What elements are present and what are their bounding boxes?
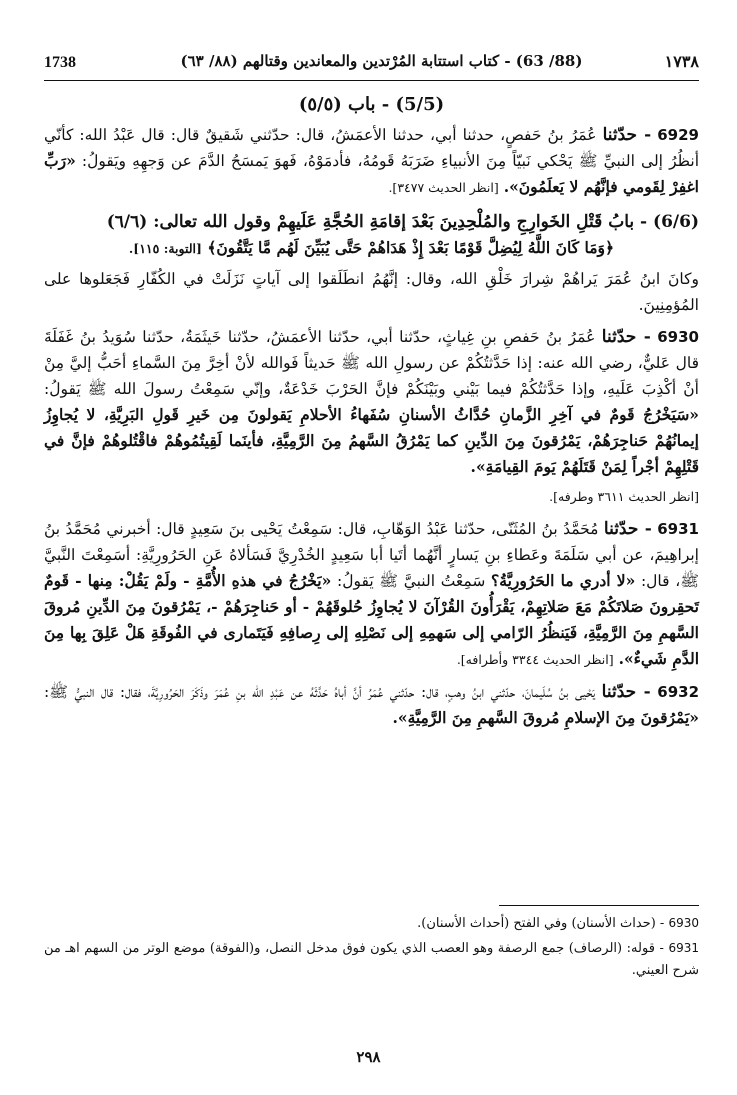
hadith-quote: «لا أدري ما الحَرُورِيَّةُ؟ [491,571,636,590]
hadith-number: 6929 [657,126,699,144]
chapter-title: (5/5) - باب (٥/٥) [298,94,445,115]
haddathana-keyword: - حدّثنا [603,519,652,539]
hadith-quote: «يَمْرُقونَ مِنَ الإسلامِ مُروقَ السَّهمِ مِنَ الرَّمِيَّةِ». [392,708,699,727]
hadith-number: 6932 [657,683,700,701]
hadith-reference: [انظر الحديث ٣٦١١ وطرفه]. [549,489,699,504]
page-number-arabic: ١٧٣٨ [664,52,699,71]
header-divider [44,80,699,81]
page-number-footer: ٢٩٨ [356,1048,381,1066]
main-text [44,92,699,737]
hadith-reference: [انظر الحديث ٣٣٤٤ وأطرافه]. [456,652,614,667]
hadith-text: مُحَمَّدُ بنُ المُثَنّى، حدّثنا عَبْدُ الوَهّابِ، قال: سَمِعْتُ يَحْيى بنَ سَعِيدٍ قال: أخبرني مُحَمَّدُ بنُ إبراهِيمَ، عن أبي سَلَمَةَ وعَطاءِ بنِ يَسارٍ أنَّهُما أتَيا أبا سَعِيدٍ الخُدْرِيَّ فَسَألاهُ عَنِ الحَرُورِيَّةِ: أسَمِعْتَ النَّبيَّ ﷺ، قال: [44,520,699,590]
quran-verse: ﴿وَمَا كَانَ اللَّهُ لِيُضِلَّ قَوْمًا بَعْدَ إِذْ هَدَاهُمْ حَتَّى يُبَيِّنَ لَهُم مَّا يَتَّقُونَ﴾ [التوبة: ١١٥]. [128,238,615,257]
hadith-quote: «رَبِّ اغفِرْ لِقَومي فإنَّهُم لا يَعلَمُونَ». [44,151,699,196]
bab-commentary: وكانَ ابنُ عُمَرَ يَراهُمْ شِرارَ خَلْقِ الله، وقال: إنَّهُمُ انطَلَقوا إلى آياتٍ نَزَلَتْ في الكُفّارِ فَجَعَلوها على المُؤمِنِينَ. [44,270,699,314]
verse-reference: [التوبة: ١١٥]. [128,241,202,256]
hadith-text-mid: سَمِعْتُ النبيَّ ﷺ يَقولُ: [336,572,486,590]
footnote: 6930 - (حداث الأسنان) وفي الفتح (أحداث الأسنان). [417,916,699,931]
page-number-latin: 1738 [44,54,76,71]
haddathana-keyword: - حدّثنا [601,327,651,347]
hadith-number: 6930 [657,328,699,346]
hadith-text: يَحْيى بنُ سُلَيمانَ، حدّثني ابنُ وهبٍ، قال: حدّثني عُمَرُ أنَّ أباهُ حَدَّثَهُ عن عَبْدِ الله بنِ عُمَرَ وذَكَرَ الحَرُورِيَّةَ، فقال: قال النبيُّ ﷺ: [44,683,596,701]
hadith-text: عُمَرُ بنُ حَفصِ بنِ غِياثٍ، حدّثنا أبي، حدّثنا الأعمَشُ، حدّثنا خَيثَمَةُ، حدّثنا سُوَيدُ بنُ غَفَلَةَ قال عَليٌّ، رضي الله عنه: إذا حَدَّثتُكُمْ عن رسولِ الله ﷺ حَديثاً فَوالله لأنْ أخِرَّ مِنَ السَّماءِ أحَبُّ إليَّ مِنْ أنْ أكْذِبَ عَلَيهِ، وإذا حَدَّثتُكُمْ فيما بَيْني وبَيْنَكُمْ فإنَّ الحَرْبَ خَدْعَةٌ، وإنّي سَمِعْتُ رسولَ الله ﷺ يَقولُ: [44,328,699,398]
hadith-6932 [44,679,699,731]
footnote-divider [499,905,699,906]
hadith-reference: [انظر الحديث ٣٤٧٧]. [388,180,499,195]
bab-title: (6/6) - بابُ قَتْلِ الخَوارِجِ والمُلْحِدِينَ بَعْدَ إقامَةِ الحُجَّةِ عَلَيهِمْ وقول الله تعالى: (٦/٦) [106,212,699,232]
hadith-number: 6931 [657,520,699,538]
hadith-text: عُمَرُ بنُ حَفصٍ، حدثنا أبي، حدثنا الأعمَشُ، قال: حدّثني شَقيقٌ قال: قال عَبْدُ الله: كأنّي أنظُرُ إلى النبيِّ ﷺ يَحْكي نَبيّاً مِنَ الأنبياءِ ضَرَبَهُ قَومُهُ، فأدمَوْهُ، فَهوَ يَمسَحُ الدَّمَ عن وَجهِهِ ويَقولُ: [44,126,699,170]
haddathana-keyword: - حدّثنا [602,125,652,145]
hadith-quote: «يَخْرُجُ في هذهِ الأُمَّةِ - ولَمْ يَقُلْ: مِنها - قَومٌ تَحقِرونَ صَلاتَكُمْ مَعَ صَلاتِهِمْ، يَقْرَأُونَ القُرْآنَ لا يُجاوِزُ حُلوقَهُمْ - أو حَناجِرَهُمْ -، يَمْرُقونَ مِنَ الدِّينِ مُروقَ السَّهمِ مِنَ الرَّمِيَّةِ، فَيَنظُرُ الرّامي إلى سَهمِهِ إلى نَصْلِهِ إلى رِصافِهِ فَيَتَمارى في الفُوقَةِ هَلْ عَلِقَ بِها مِنَ الدَّمِ شَيءٌ». [44,571,699,668]
hadith-quote: «سَيَخْرُجُ قَومٌ في آخِرِ الزَّمانِ حُدَّاثُ الأسنانِ سُفَهاءُ الأحلامِ يَقولونَ مِن خَيرِ قَولِ البَرِيَّةِ، لا يُجاوِزُ إيمانُهُمْ حَناجِرَهُمْ، يَمْرُقونَ مِنَ الدِّينِ كما يَمْرُقُ السَّهمُ مِنَ الرَّمِيَّةِ، فأينَما لَقِيتُمُوهُمْ فاقْتُلوهُمْ فإنَّ في قَتْلِهِمْ أجْراً لِمَنْ قَتَلَهُمْ يَومَ القِيامَةِ». [44,405,699,476]
running-title: (88/ 63) - كتاب استتابة المُرْتدين والمعاندين وقتالهم (٨٨/ ٦٣) [180,52,583,70]
footnote: 6931 - قوله: (الرصاف) جمع الرصفة وهو العصب الذي يكون فوق مدخل النصل، و(الفوقة) موضع الوتر من السهم اهـ من شرح العيني. [44,941,699,978]
running-header [44,52,699,78]
hadith-6931 [44,516,699,673]
hadith-6930 [44,324,699,480]
haddathana-keyword: - حدّثنا [601,682,651,702]
footnotes [44,912,699,984]
hadith-6929 [44,122,699,201]
